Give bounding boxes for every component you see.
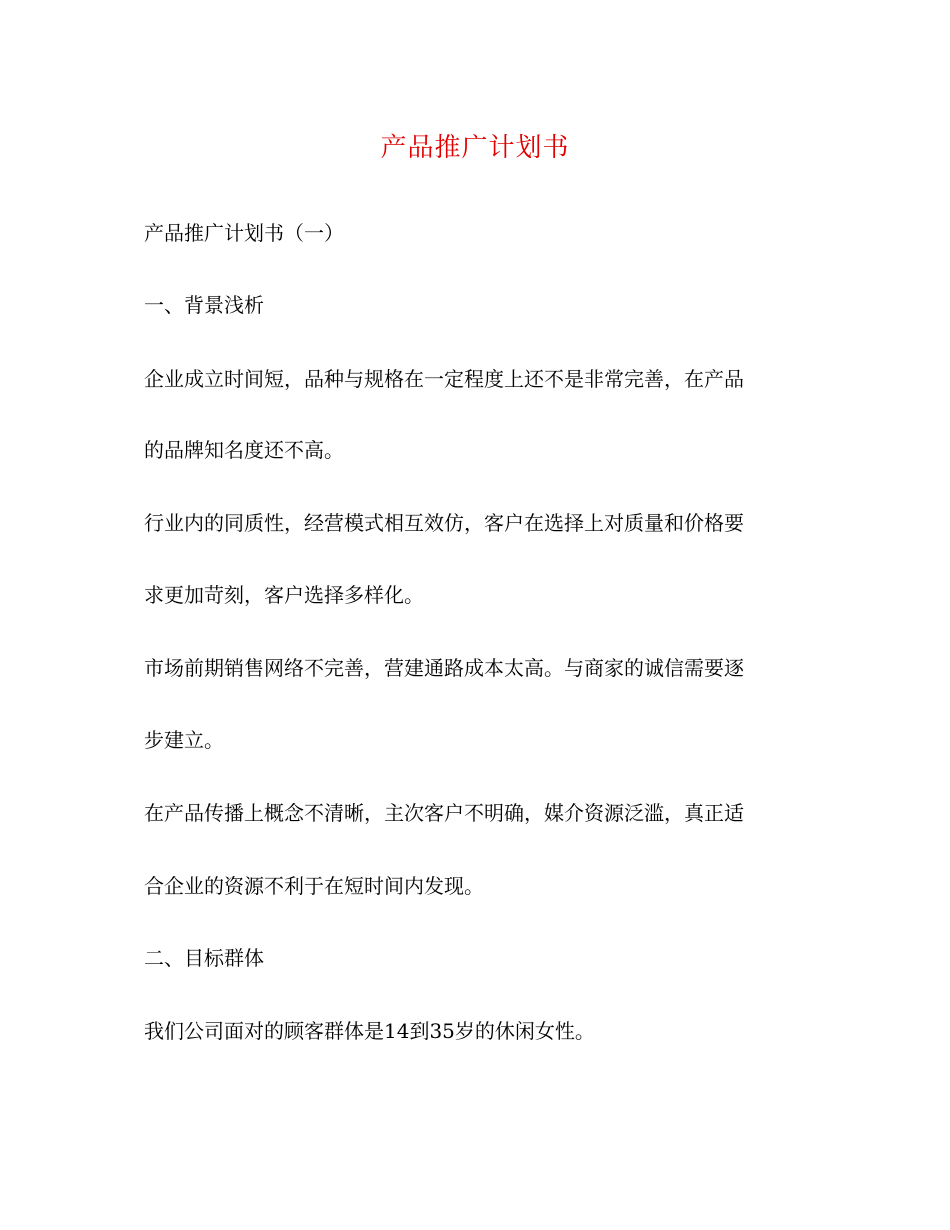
paragraph-line: 市场前期销售网络不完善，营建通路成本太高。与商家的诚信需要逐 — [144, 656, 744, 680]
paragraph-line: 求更加苛刻，客户选择多样化。 — [144, 583, 424, 607]
paragraph-line: 行业内的同质性，经营模式相互效仿，客户在选择上对质量和价格要 — [144, 511, 744, 535]
section-heading-background: 一、背景浅析 — [144, 293, 264, 317]
paragraph-line: 合企业的资源不利于在短时间内发现。 — [144, 874, 484, 898]
document-title: 产品推广计划书 — [380, 133, 570, 163]
paragraph-line: 企业成立时间短，品种与规格在一定程度上还不是非常完善，在产品 — [144, 367, 744, 391]
paragraph-line: 步建立。 — [144, 728, 224, 752]
paragraph-line: 的品牌知名度还不高。 — [144, 438, 344, 462]
paragraph-line: 在产品传播上概念不清晰，主次客户不明确，媒介资源泛滥，真正适 — [144, 801, 744, 825]
paragraph-line: 我们公司面对的顾客群体是14到35岁的休闲女性。 — [144, 1019, 595, 1043]
subtitle-line: 产品推广计划书（一） — [144, 221, 344, 245]
section-heading-target: 二、目标群体 — [144, 946, 264, 970]
